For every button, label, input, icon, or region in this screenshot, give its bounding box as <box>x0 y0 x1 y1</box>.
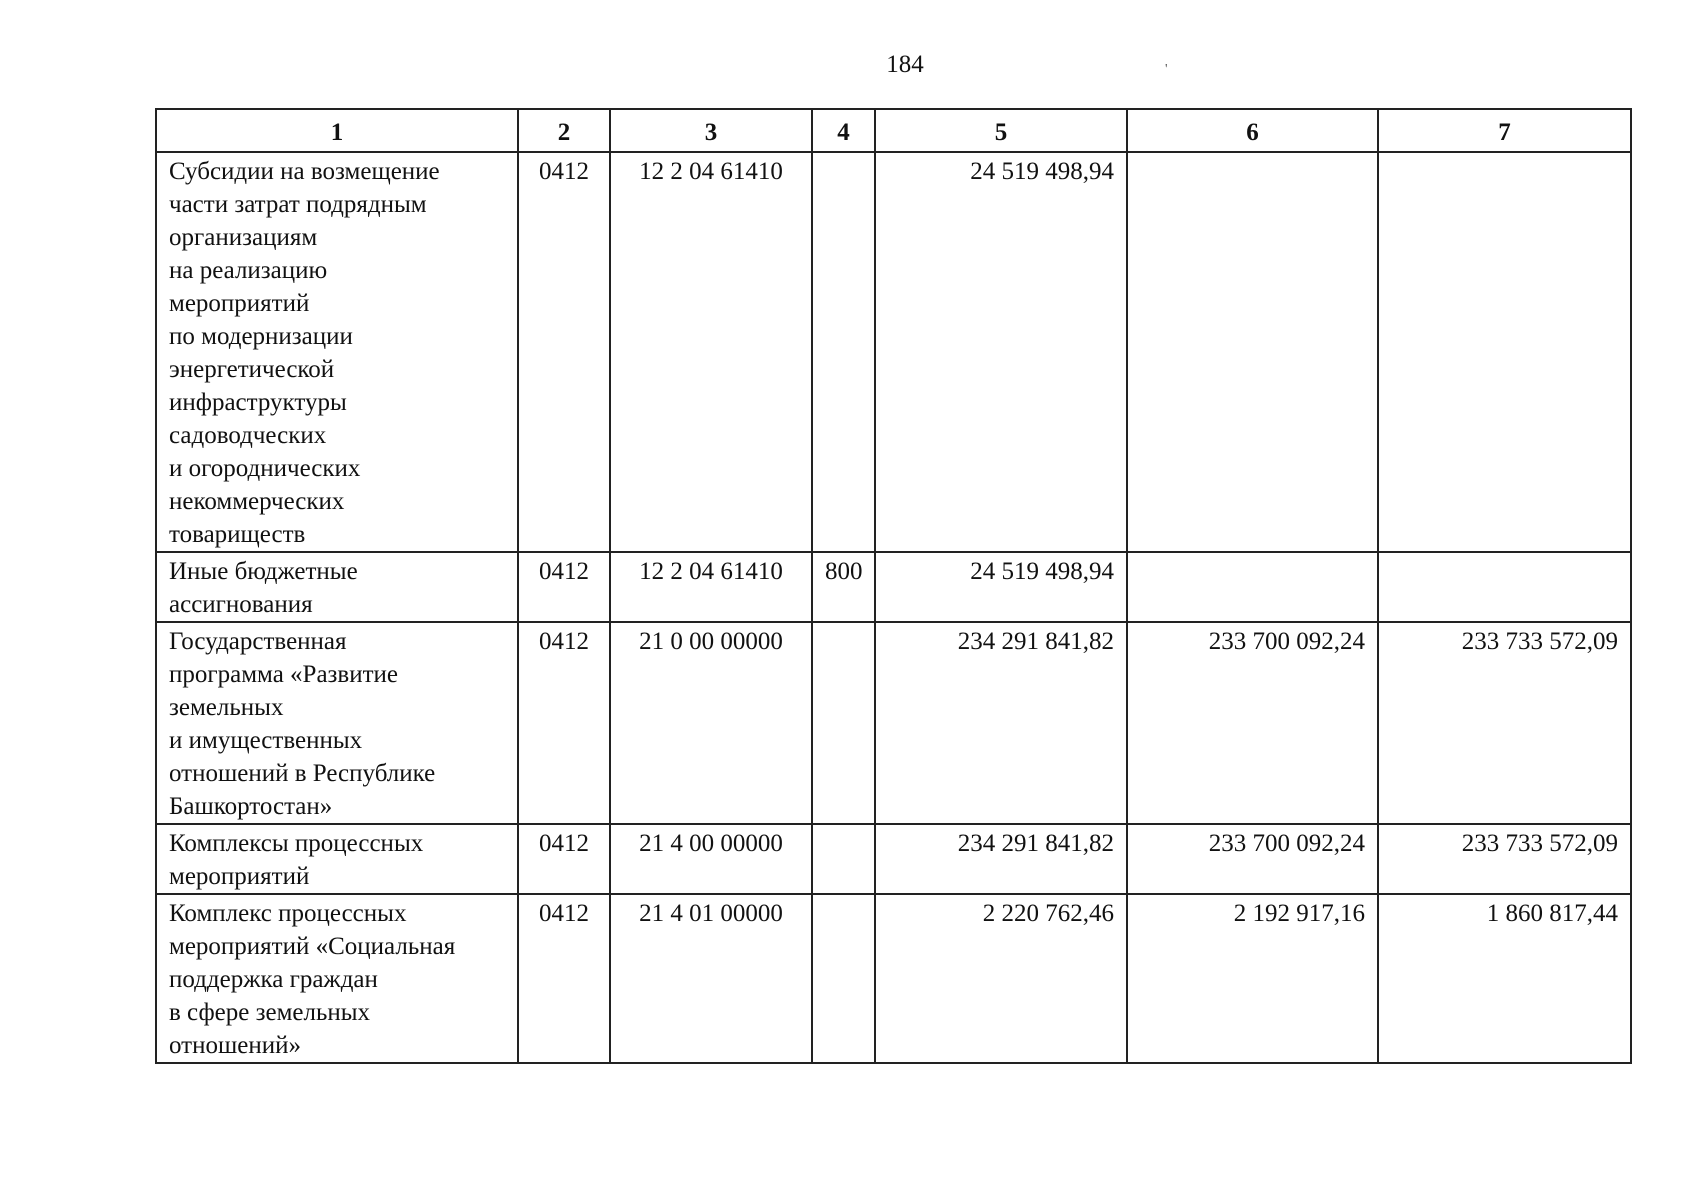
amount-col6: 233 700 092,24 <box>1127 824 1378 894</box>
column-header: 1 <box>156 109 518 152</box>
row-name: Субсидии на возмещение части затрат подрядным организациям на реализацию мероприятий по модернизации энергетической инфраструктуры садоводческих и огороднических некоммерческих товариществ <box>156 152 518 552</box>
target-code: 21 0 00 00000 <box>610 622 812 824</box>
header-row <box>156 109 1631 152</box>
table-row <box>156 552 1631 622</box>
expense-type: 800 <box>812 552 875 622</box>
section-code: 0412 <box>518 552 610 622</box>
pen-mark: ' <box>1165 62 1168 77</box>
amount-col5: 24 519 498,94 <box>875 152 1127 552</box>
column-header: 5 <box>875 109 1127 152</box>
column-header: 6 <box>1127 109 1378 152</box>
section-code: 0412 <box>518 824 610 894</box>
column-header: 3 <box>610 109 812 152</box>
amount-col7: 233 733 572,09 <box>1378 824 1631 894</box>
expense-type <box>812 622 875 824</box>
column-header: 7 <box>1378 109 1631 152</box>
amount-col7: 1 860 817,44 <box>1378 894 1631 1063</box>
row-name: Государственная программа «Развитие земельных и имущественных отношений в Республике Башкортостан» <box>156 622 518 824</box>
table-row <box>156 152 1631 552</box>
expense-type <box>812 152 875 552</box>
column-header: 2 <box>518 109 610 152</box>
amount-col5: 2 220 762,46 <box>875 894 1127 1063</box>
row-name: Комплекс процессных мероприятий «Социальная поддержка граждан в сфере земельных отношений» <box>156 894 518 1063</box>
table-row <box>156 824 1631 894</box>
budget-table <box>155 108 1632 1064</box>
expense-type <box>812 894 875 1063</box>
row-name: Иные бюджетные ассигнования <box>156 552 518 622</box>
table-row <box>156 622 1631 824</box>
target-code: 21 4 01 00000 <box>610 894 812 1063</box>
amount-col5: 234 291 841,82 <box>875 622 1127 824</box>
amount-col6: 233 700 092,24 <box>1127 622 1378 824</box>
amount-col6: 2 192 917,16 <box>1127 894 1378 1063</box>
section-code: 0412 <box>518 894 610 1063</box>
amount-col5: 234 291 841,82 <box>875 824 1127 894</box>
amount-col6 <box>1127 152 1378 552</box>
section-code: 0412 <box>518 622 610 824</box>
amount-col7: 233 733 572,09 <box>1378 622 1631 824</box>
amount-col5: 24 519 498,94 <box>875 552 1127 622</box>
row-name: Комплексы процессных мероприятий <box>156 824 518 894</box>
amount-col7 <box>1378 152 1631 552</box>
target-code: 12 2 04 61410 <box>610 552 812 622</box>
page-number: 184 <box>886 51 924 78</box>
expense-type <box>812 824 875 894</box>
target-code: 21 4 00 00000 <box>610 824 812 894</box>
target-code: 12 2 04 61410 <box>610 152 812 552</box>
section-code: 0412 <box>518 152 610 552</box>
column-header: 4 <box>812 109 875 152</box>
table-row <box>156 894 1631 1063</box>
amount-col6 <box>1127 552 1378 622</box>
amount-col7 <box>1378 552 1631 622</box>
